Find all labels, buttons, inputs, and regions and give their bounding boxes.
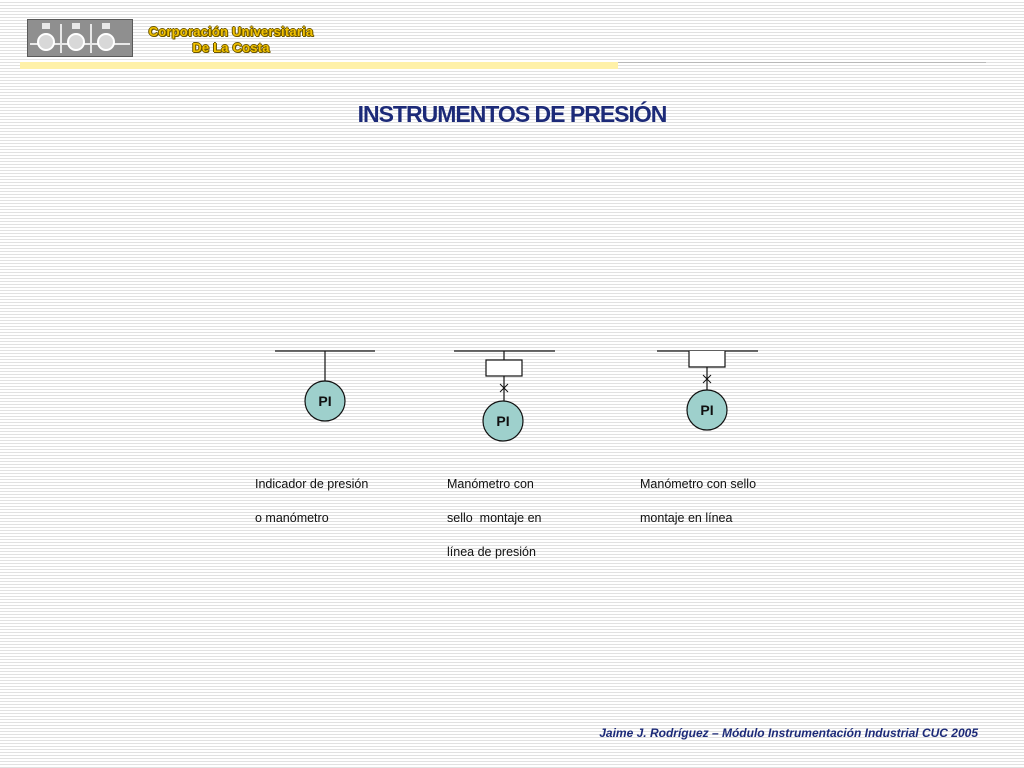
institution-name-line2: De La Costa bbox=[192, 40, 270, 55]
instrument-symbol-1 bbox=[275, 351, 375, 421]
instrument-tag-3: PI bbox=[700, 402, 714, 418]
caption-1-line2: o manómetro bbox=[255, 511, 329, 525]
diaphragm-seal-3 bbox=[689, 351, 725, 367]
caption-2-line1: Manómetro con bbox=[447, 477, 534, 491]
instrument-tag-2: PI bbox=[496, 413, 510, 429]
instrument-tag-1: PI bbox=[318, 393, 332, 409]
instrument-symbol-2 bbox=[454, 351, 555, 441]
diaphragm-seal-2 bbox=[486, 360, 522, 376]
page-title: INSTRUMENTOS DE PRESIÓN bbox=[357, 101, 667, 127]
caption-2-line3: línea de presión bbox=[447, 545, 536, 559]
caption-instrument-2 bbox=[447, 459, 542, 578]
caption-1-line1: Indicador de presión bbox=[255, 477, 369, 491]
caption-2-line2: sello montaje en bbox=[447, 511, 542, 525]
caption-instrument-1 bbox=[255, 459, 368, 544]
instrument-symbol-3 bbox=[657, 351, 758, 430]
caption-3-line2: montaje en línea bbox=[640, 511, 733, 525]
caption-instrument-3 bbox=[640, 459, 756, 544]
footer-credit: Jaime J. Rodríguez – Módulo Instrumentación Industrial CUC 2005 bbox=[599, 726, 978, 740]
institution-name-line1: Corporación Universitaria bbox=[148, 24, 314, 39]
caption-3-line1: Manómetro con sello bbox=[640, 477, 757, 491]
